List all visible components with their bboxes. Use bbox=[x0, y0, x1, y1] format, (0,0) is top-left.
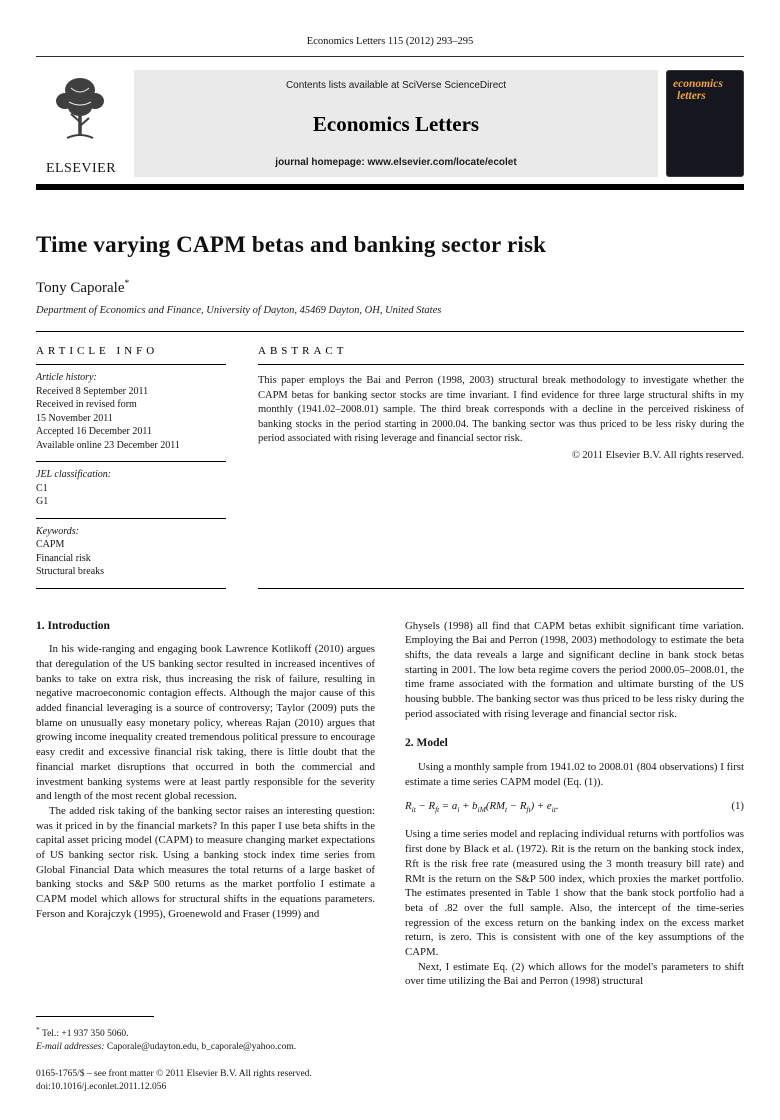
jel-label: JEL classification: bbox=[36, 469, 112, 480]
journal-title: Economics Letters bbox=[312, 111, 480, 136]
copyright-line: © 2011 Elsevier B.V. All rights reserved. bbox=[571, 449, 744, 461]
header-bottom-bar bbox=[36, 184, 744, 190]
model-paragraph-1: Using a monthly sample from 1941.02 to 2008.01 (804 observations) I first estimate a time series CAPM model (Eq. (1)). bbox=[405, 761, 744, 788]
footnote-block bbox=[36, 1016, 381, 1094]
publisher-name: ELSEVIER bbox=[45, 161, 117, 176]
history-line: Available online 23 December 2011 bbox=[36, 439, 180, 451]
footnote-mark: * bbox=[36, 1024, 40, 1034]
footnote-divider bbox=[36, 1016, 154, 1017]
history-line: Received 8 September 2011 bbox=[36, 385, 149, 397]
article-history-label: Article history: bbox=[36, 372, 97, 383]
author-name-text: Tony Caporale bbox=[36, 280, 125, 296]
keyword: Financial risk bbox=[36, 552, 91, 564]
article-body bbox=[36, 619, 744, 990]
abstract-text: This paper employs the Bai and Perron (1998, 2003) structural break methodology to investigate whether the CAPM betas for banking sector stocks are time invariant. I find evidence for three large structural shifts in my monthly (1941.02–2008.01) sample. The third break corresponds with a decline in the perceived riskiness of banking stocks in the period starting in 2000.04. The banking sector was thus priced to be less risky during the period associated with rising leverage and financial sector risk. bbox=[258, 375, 744, 444]
history-line: Accepted 16 December 2011 bbox=[36, 426, 152, 437]
jel-code: G1 bbox=[36, 496, 49, 507]
footnote-tel-text: Tel.: +1 937 350 5060. bbox=[39, 1029, 129, 1039]
elsevier-tree-icon bbox=[49, 72, 113, 144]
keyword: Structural breaks bbox=[36, 566, 105, 577]
model-paragraph-3: Next, I estimate Eq. (2) which allows for the model's parameters to shift over time utilizing the Bai and Perron (1998) structural bbox=[405, 960, 744, 988]
intro-paragraph-1: In his wide-ranging and engaging book Lawrence Kotlikoff (2010) argues that deregulation of the US banking sector resulted in increased incentives of banks to take on extra risk, thus increasing the risk of failure, resulting in negative macroeconomic contagion effects. Although the major cause of this added financial leveraging is a source of controversy; Taylor (2009) puts the blame on unusually easy monetary policy, whereas Rajan (2010) argues that growing income inequality created tremendous political pressure to encourage easy credit and excessive financial risk taking, there is little doubt that the financial market disruptions that occurred in both the commercial and investment banking systems were at least partly responsible for the severity and length of the most recent global recession. bbox=[36, 643, 375, 803]
model-paragraph-2: Using a time series model and replacing individual returns with portfolios was first done by Black et al. (1972). Rit is the return on the banking stock index, Rft is the risk free rate (measured using the 3 month treasury bill rate) and RMt is the return on the S&P 500 index, which proxies the market portfolio. The estimates presented in Table 1 show that the bank stock portfolio had a beta of .82 over the full sample. Also, the intercept of the time-series regression of the excess return on the banking index on the excess market return, is zero. This is consistent with one of the key assumptions of the CAPM. bbox=[405, 828, 744, 959]
footnote-tel bbox=[36, 1023, 381, 1041]
jel-classification-block bbox=[36, 461, 226, 518]
contents-line: Contents lists available at SciVerse ScienceDirect bbox=[285, 80, 507, 91]
intro-paragraph-2: The added risk taking of the banking sector raises an interesting question: was it priced in by the financial markets? In this paper I use beta shifts in the capital asset pricing model (CAPM) to measure changing market expectations of US banking sector risk. Using a banking stock index time series from Global Financial Data which measures the total returns of a large basket of banking stocks and S&P 500 returns as the market portfolio I estimate a CAPM model which allows for structural shifts in the equations parameters. Ferson and Korajczyk (1995), Groenewold and Fraser (1999) and bbox=[36, 804, 375, 920]
article-info-column bbox=[36, 345, 226, 589]
equation-expression: $R_{it} - R_{ft} = a_i + b_{iM}(RM_t - R_{ft}) + e_{it}$. bbox=[405, 799, 559, 814]
article-title: Time varying CAPM betas and banking sector risk bbox=[36, 232, 547, 257]
section-heading-model: 2. Model bbox=[405, 737, 448, 750]
email-addresses-link[interactable]: Caporale@udayton.edu, b_caporale@yahoo.com. bbox=[104, 1042, 297, 1052]
keywords-label: Keywords: bbox=[36, 525, 79, 537]
meta-section bbox=[36, 345, 744, 589]
keywords-block bbox=[36, 518, 226, 588]
cover-title-line1: economics bbox=[673, 78, 723, 90]
article-info-heading: ARTICLE INFO bbox=[36, 345, 226, 365]
history-line: Received in revised form bbox=[36, 399, 137, 410]
abstract-heading: ABSTRACT bbox=[258, 345, 744, 365]
jel-code: C1 bbox=[36, 482, 48, 494]
continuation-paragraph: Ghysels (1998) all find that CAPM betas exhibit significant time variation. Employing the Bai and Perron (1998, 2003) methodology to estimate the beta shifts, the data reveals a large and significant decline in bank stock betas starting in 2001. The low beta regime covers the period 2000.05–2008.01, the time frame associated with the formation and ultimate bursting of the US housing bubble. The banking sector was thus priced to be less risky during the period associated with rising leverage and financial sector risk. bbox=[405, 619, 744, 720]
footnote-email bbox=[36, 1041, 381, 1054]
doi-line[interactable]: doi:10.1016/j.econlet.2011.12.056 bbox=[36, 1082, 167, 1092]
elsevier-logo bbox=[36, 70, 126, 177]
cover-title-line2: letters bbox=[677, 90, 706, 102]
keyword: CAPM bbox=[36, 539, 65, 550]
equation-1 bbox=[405, 799, 744, 818]
journal-cover-thumbnail bbox=[666, 70, 744, 177]
equation-number: (1) bbox=[731, 799, 744, 812]
author-affiliation: Department of Economics and Finance, University of Dayton, 45469 Dayton, OH, United States bbox=[36, 305, 442, 316]
journal-citation: Economics Letters 115 (2012) 293–295 bbox=[306, 36, 474, 47]
issn-line: 0165-1765/$ – see front matter © 2011 Elsevier B.V. All rights reserved. bbox=[36, 1069, 312, 1079]
header-top-rule bbox=[36, 56, 744, 57]
body-column-left bbox=[36, 619, 375, 990]
history-line: 15 November 2011 bbox=[36, 412, 113, 424]
journal-homepage-link[interactable]: journal homepage: www.elsevier.com/locate/ecolet bbox=[275, 157, 517, 168]
body-column-right bbox=[405, 619, 744, 990]
title-divider bbox=[36, 331, 744, 332]
abstract-column bbox=[258, 345, 744, 589]
email-label: E-mail addresses: bbox=[36, 1042, 105, 1052]
section-heading-introduction: 1. Introduction bbox=[36, 619, 110, 632]
author-name bbox=[36, 279, 744, 297]
journal-banner bbox=[134, 70, 658, 177]
author-footnote-mark: * bbox=[124, 279, 130, 289]
journal-header bbox=[36, 70, 744, 177]
article-history-block bbox=[36, 365, 226, 461]
